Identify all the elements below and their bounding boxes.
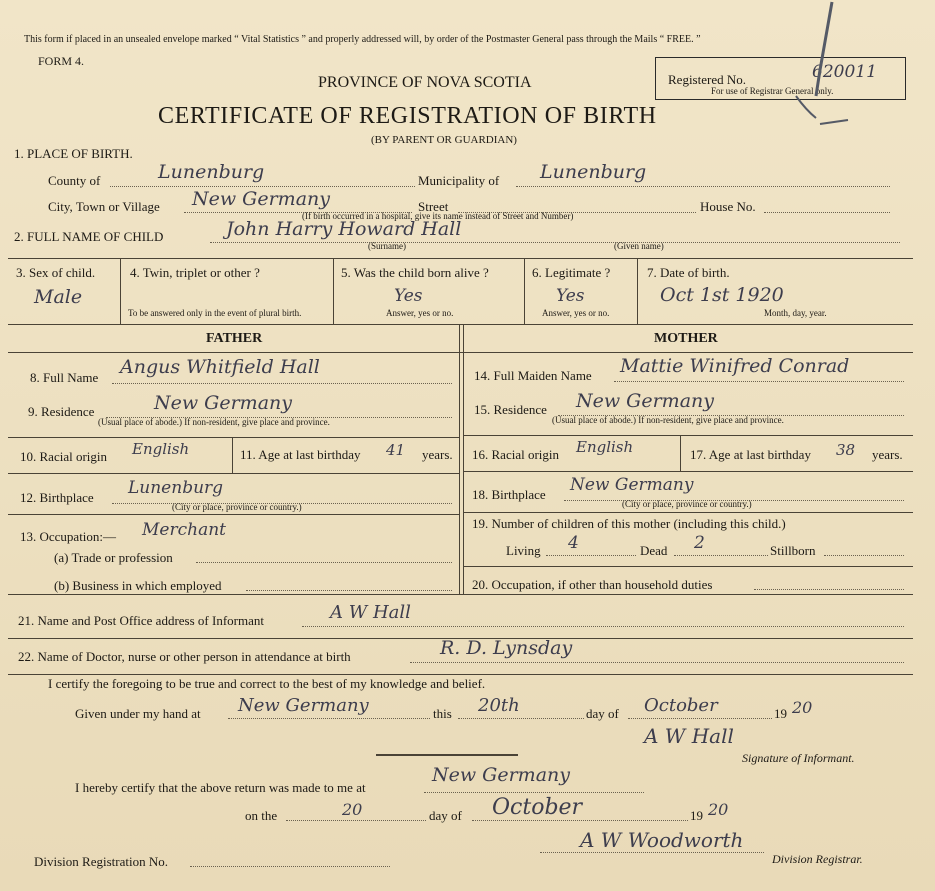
registered-number: 620011 [812, 62, 877, 82]
municipality-line [516, 186, 890, 187]
stillborn-label: Stillborn [770, 543, 816, 558]
informant-signature: A W Hall [644, 724, 734, 748]
father-residence-note: (Usual place of abode.) If non-resident, give place and province. [98, 417, 330, 427]
postal-notice: This form if placed in an unsealed envelope marked “ Vital Statistics ” and properly addressed will, by order of the Postmaster General pass through the Mails “ FREE. ” [24, 34, 701, 45]
registrar-signature: A W Woodworth [580, 828, 744, 852]
given-place-value: New Germany [238, 695, 369, 716]
doctor-label: 22. Name of Doctor, nurse or other person in attendance at birth [18, 649, 351, 664]
legitimate-note: Answer, yes or no. [542, 308, 610, 318]
mother-residence-label: 15. Residence [474, 402, 547, 417]
on-the-label: on the [245, 808, 278, 823]
father-business-label: (b) Business in which employed [54, 578, 222, 593]
born-alive-note: Answer, yes or no. [386, 308, 454, 318]
county-value: Lunenburg [158, 161, 265, 183]
father-trade-label: (a) Trade or profession [54, 550, 173, 565]
father-occupation-value: Merchant [142, 520, 226, 540]
registered-note: For use of Registrar General only. [711, 86, 834, 96]
father-occupation-label: 13. Occupation:— [20, 529, 117, 544]
father-age-value: 41 [386, 441, 406, 459]
mother-age-label: 17. Age at last birthday [690, 447, 811, 462]
division-no-label: Division Registration No. [34, 854, 168, 869]
division-registrar-label: Division Registrar. [772, 852, 863, 866]
mother-birthplace-label: 18. Birthplace [472, 487, 546, 502]
mother-occupation-label: 20. Occupation, if other than household duties [472, 577, 713, 592]
sex-label: 3. Sex of child. [16, 265, 96, 280]
house-line [764, 212, 890, 213]
father-birthplace-note: (City or place, province or country.) [172, 502, 302, 512]
municipality-value: Lunenburg [540, 161, 647, 183]
mother-children-label: 19. Number of children of this mother (including this child.) [472, 516, 786, 531]
father-birthplace-label: 12. Birthplace [20, 490, 94, 505]
twin-note: To be answered only in the event of plural birth. [128, 308, 302, 318]
dob-note: Month, day, year. [764, 308, 827, 318]
parents-bottom-rule [8, 594, 913, 595]
dob-value: Oct 1st 1920 [660, 284, 784, 306]
place-of-birth-heading: 1. PLACE OF BIRTH. [14, 146, 133, 161]
registered-label: Registered No. [668, 72, 746, 87]
given-name-note: (Given name) [614, 241, 664, 251]
mother-racial-label: 16. Racial origin [472, 447, 560, 462]
registrar-place-value: New Germany [432, 764, 570, 786]
child-name-line [210, 242, 900, 243]
legitimate-label: 6. Legitimate ? [532, 265, 611, 280]
father-racial-label: 10. Racial origin [20, 449, 108, 464]
row3-top-rule [8, 258, 913, 259]
father-heading: FATHER [206, 331, 263, 346]
row3-bottom-rule [8, 324, 913, 325]
living-value: 4 [568, 533, 579, 553]
registrar-statement: I hereby certify that the above return was made to me at [75, 780, 366, 795]
father-age-unit: years. [422, 447, 453, 462]
child-name-label: 2. FULL NAME OF CHILD [14, 229, 164, 244]
legitimate-value: Yes [556, 286, 585, 306]
twin-label: 4. Twin, triplet or other ? [130, 265, 260, 280]
registrar-year-prefix: 19 [690, 808, 703, 823]
county-label: County of [48, 173, 101, 188]
pencil-mark [790, 0, 850, 140]
father-name-value: Angus Whitfield Hall [120, 356, 320, 378]
given-under-label: Given under my hand at [75, 706, 201, 721]
form-number: FORM 4. [38, 54, 85, 68]
parents-divider [459, 324, 460, 594]
separator-rule [376, 754, 518, 756]
day-of-label: day of [586, 706, 619, 721]
father-residence-value: New Germany [154, 392, 292, 414]
mother-racial-value: English [576, 438, 634, 456]
mother-name-value: Mattie Winifred Conrad [620, 355, 850, 377]
doctor-value: R. D. Lynsday [440, 637, 573, 659]
father-racial-value: English [132, 440, 190, 458]
surname-note: (Surname) [368, 241, 406, 251]
dead-value: 2 [694, 533, 705, 553]
given-day-value: 20th [478, 695, 520, 716]
page-subtitle: (BY PARENT OR GUARDIAN) [371, 134, 517, 146]
child-name-value: John Harry Howard Hall [226, 218, 462, 240]
municipality-label: Municipality of [418, 173, 500, 188]
dob-label: 7. Date of birth. [647, 265, 730, 280]
given-month-value: October [644, 695, 718, 716]
registrar-month-value: October [492, 795, 583, 820]
mother-heading: MOTHER [654, 331, 718, 346]
registrar-day-value: 20 [342, 800, 363, 819]
street-label: Street [418, 199, 449, 214]
father-age-label: 11. Age at last birthday [240, 447, 361, 462]
given-year-prefix: 19 [774, 706, 787, 721]
father-residence-label: 9. Residence [28, 404, 95, 419]
county-line [110, 186, 415, 187]
sex-value: Male [34, 286, 83, 308]
informant-value: A W Hall [330, 602, 411, 623]
mother-birthplace-value: New Germany [570, 475, 694, 495]
city-label: City, Town or Village [48, 199, 160, 214]
house-label: House No. [700, 199, 756, 214]
father-name-label: 8. Full Name [30, 370, 99, 385]
dead-label: Dead [640, 543, 668, 558]
page-title: CERTIFICATE OF REGISTRATION OF BIRTH [158, 103, 657, 129]
province-heading: PROVINCE OF NOVA SCOTIA [318, 74, 532, 91]
signature-informant-label: Signature of Informant. [742, 751, 855, 765]
born-alive-label: 5. Was the child born alive ? [341, 265, 489, 280]
born-alive-value: Yes [394, 286, 423, 306]
living-label: Living [506, 543, 541, 558]
mother-name-label: 14. Full Maiden Name [474, 368, 592, 383]
certify-statement: I certify the foregoing to be true and correct to the best of my knowledge and belief. [48, 676, 486, 691]
mother-birthplace-note: (City or place, province or country.) [622, 499, 752, 509]
informant-label: 21. Name and Post Office address of Informant [18, 613, 264, 628]
city-value: New Germany [192, 188, 330, 210]
mother-age-value: 38 [836, 441, 856, 459]
registrar-year-suffix: 20 [708, 800, 729, 819]
mother-residence-value: New Germany [576, 390, 714, 412]
registrar-day-of-label: day of [429, 808, 462, 823]
father-birthplace-value: Lunenburg [128, 478, 224, 498]
mother-residence-note: (Usual place of abode.) If non-resident, give place and province. [552, 415, 784, 425]
mother-age-unit: years. [872, 447, 903, 462]
this-label: this [433, 706, 452, 721]
street-note: (If birth occurred in a hospital, give its name instead of Street and Number) [302, 211, 574, 221]
given-year-suffix: 20 [792, 698, 813, 717]
